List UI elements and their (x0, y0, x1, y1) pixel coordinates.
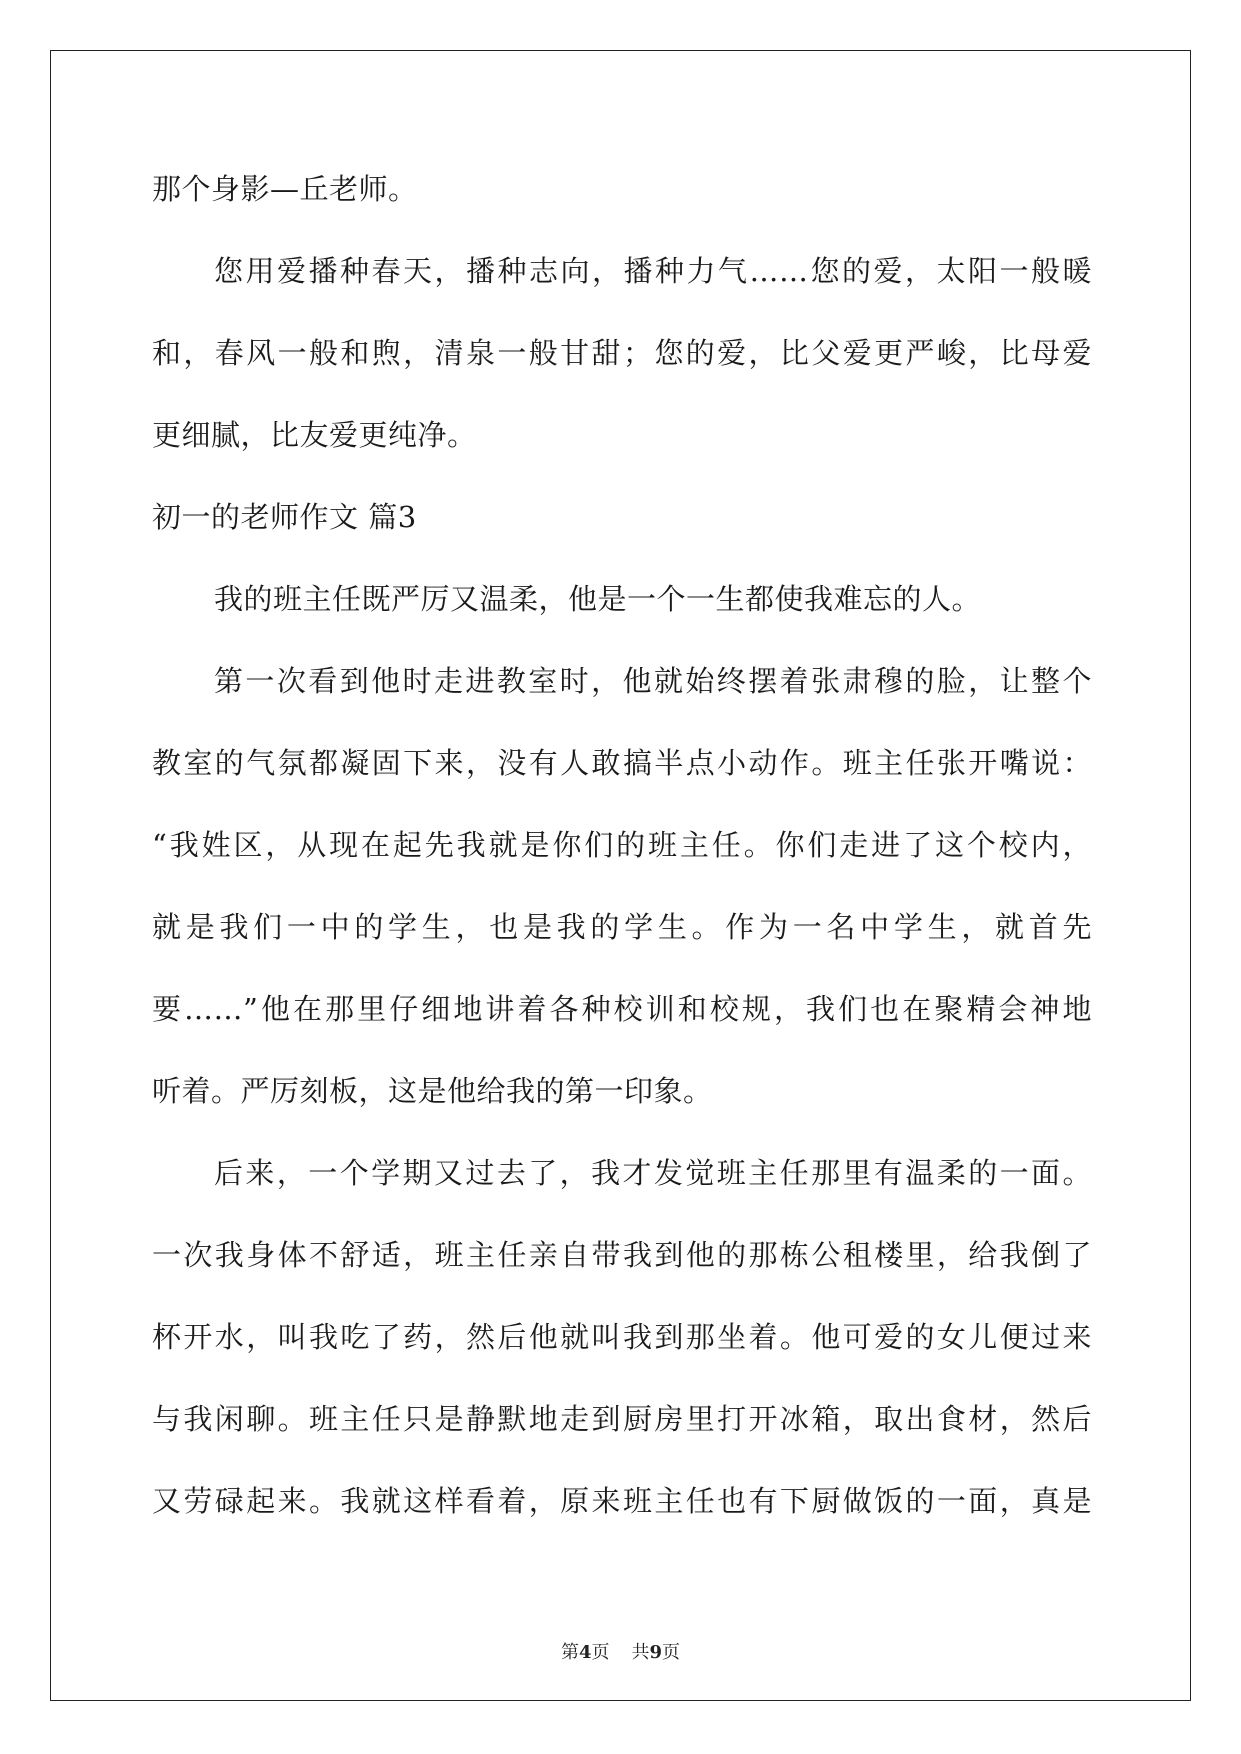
document-body (152, 148, 1092, 1542)
text-line-15: 杯开水，叫我吃了药，然后他就叫我到那坐着。他可爱的女儿便过来 (152, 1320, 1092, 1354)
text-line-16: 与我闲聊。班主任只是静默地走到厨房里打开冰箱，取出食材，然后 (152, 1402, 1092, 1436)
section-heading: 初一的老师作文 篇3 (152, 500, 417, 534)
text-line-8: 教室的气氛都凝固下来，没有人敢搞半点小动作。班主任张开嘴说： (152, 746, 1092, 780)
text-line-17: 又劳碌起来。我就这样看着，原来班主任也有下厨做饭的一面，真是 (152, 1484, 1092, 1518)
text-line-12: 听着。严厉刻板，这是他给我的第一印象。 (152, 1074, 713, 1108)
text-line-2: 您用爱播种春天，播种志向，播种力气……您的爱，太阳一般暖 (214, 254, 1092, 288)
footer-page-prefix: 第 (560, 1642, 579, 1663)
footer-page-suffix: 页 (591, 1642, 610, 1663)
text-line-7: 第一次看到他时走进教室时，他就始终摆着张肃穆的脸，让整个 (214, 664, 1092, 698)
text-line-14: 一次我身体不舒适，班主任亲自带我到他的那栋公租楼里，给我倒了 (152, 1238, 1092, 1272)
text-line-4: 更细腻，比友爱更纯净。 (152, 418, 477, 452)
page-footer (0, 1638, 1241, 1664)
text-line-6: 我的班主任既严厉又温柔，他是一个一生都使我难忘的人。 (214, 582, 982, 616)
text-line-11: 要……”他在那里仔细地讲着各种校训和校规，我们也在聚精会神地 (152, 992, 1092, 1026)
text-line-9: “我姓区，从现在起先我就是你们的班主任。你们走进了这个校内， (152, 828, 1092, 862)
text-line-10: 就是我们一中的学生，也是我的学生。作为一名中学生，就首先 (152, 910, 1092, 944)
text-line-3: 和，春风一般和煦，清泉一般甘甜；您的爱，比父爱更严峻，比母爱 (152, 336, 1092, 370)
current-page-number: 4 (578, 1642, 592, 1663)
footer-total-prefix: 共 (631, 1642, 650, 1663)
footer-total-suffix: 页 (662, 1642, 681, 1663)
text-line-1: 那个身影—丘老师。 (152, 172, 418, 206)
text-line-13: 后来，一个学期又过去了，我才发觉班主任那里有温柔的一面。 (214, 1156, 1092, 1190)
total-page-count: 9 (649, 1642, 663, 1663)
